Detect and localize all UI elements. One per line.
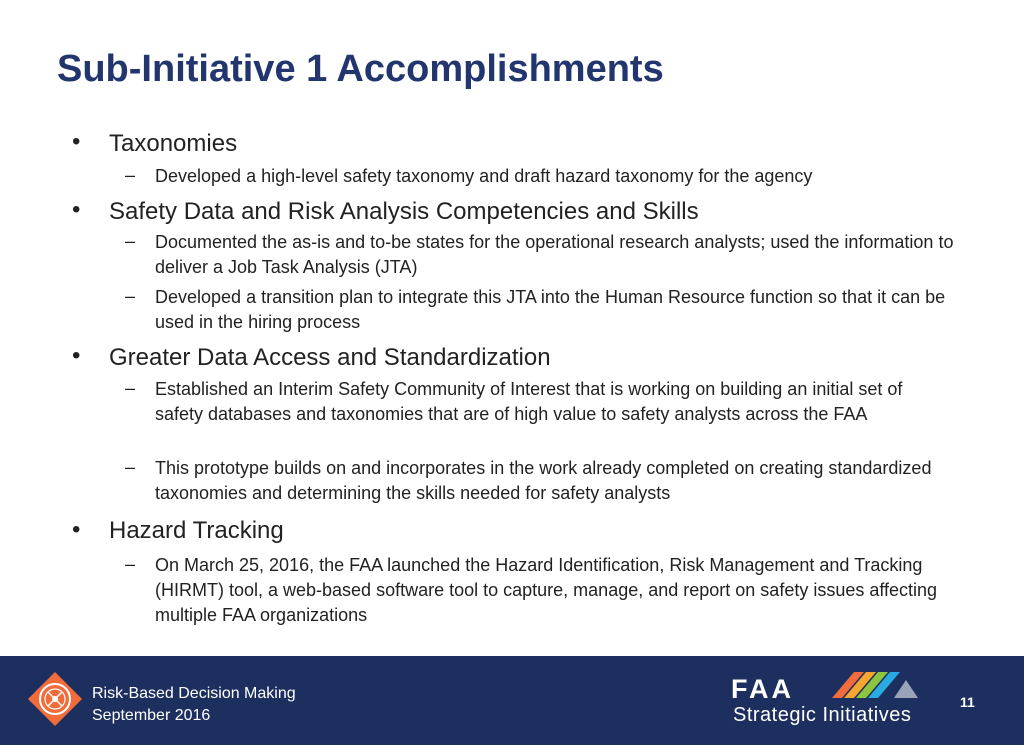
sub-item: Established an Interim Safety Community of Interest that is working on building an initial set of safety databases and taxonomies that are of high value to safety analysts across the FAA [155,379,903,424]
bullet-dot: • [72,128,81,155]
faa-strategic-initiatives-logo [731,668,931,734]
sub-item: Developed a high-level safety taxonomy and draft hazard taxonomy for the agency [155,166,813,186]
sub-item: Developed a transition plan to integrate this JTA into the Human Resource function so that it can be used in the hiring process [155,287,946,332]
logo-subtitle: Strategic Initiatives [733,704,912,726]
bullet-data-access: Greater Data Access and Standardization [109,344,551,371]
bullet-dot: • [72,196,81,223]
bullet-hazard-tracking: Hazard Tracking [109,517,284,544]
sub-item: On March 25, 2016, the FAA launched the Hazard Identification, Risk Management and Tracking (HIRMT) tool, a web-based software tool to capture, manage, and report on safety issues affecting multiple FAA organizations [155,555,938,625]
sub-dash: – [125,286,136,306]
sub-item: Documented the as-is and to-be states for the operational research analysts; used the information to deliver a Job Task Analysis (JTA) [155,232,954,277]
sub-dash: – [125,231,136,251]
logo-stripes-icon [832,668,932,702]
bullet-competencies: Safety Data and Risk Analysis Competencies and Skills [109,198,699,225]
footer-caption [92,683,296,727]
rbdm-seal-icon [28,672,82,726]
bullet-dot: • [72,342,81,369]
sub-item: This prototype builds on and incorporates in the work already completed on creating standardized taxonomies and determining the skills needed for safety analysts [155,458,932,503]
footer-line-1: Risk-Based Decision Making [92,685,296,702]
footer-bar [0,656,1024,745]
bullet-taxonomies: Taxonomies [109,130,238,157]
sub-dash: – [125,457,136,477]
faa-logo-text: FAA [731,674,794,704]
sub-dash: – [125,378,136,398]
slide-title: Sub-Initiative 1 Accomplishments [57,48,664,90]
page-number: 11 [960,694,975,710]
footer-line-2: September 2016 [92,707,211,724]
sub-dash: – [125,554,136,574]
sub-dash: – [125,165,136,185]
bullet-dot: • [72,516,81,543]
